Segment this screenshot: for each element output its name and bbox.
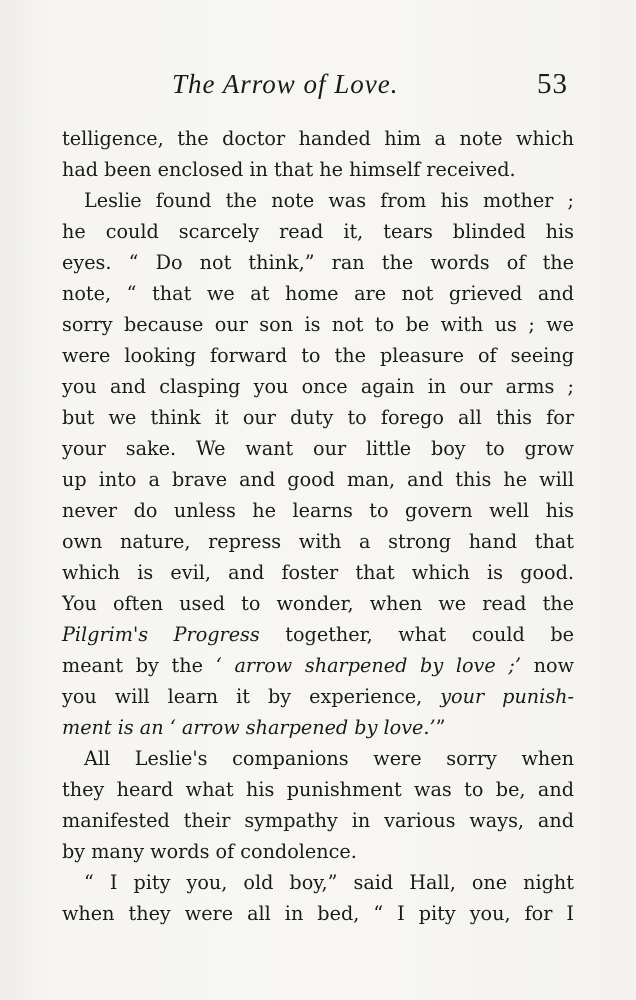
text-line: manifested their sympathy in various ways, and xyxy=(62,809,574,832)
text-line: own nature, repress with a strong hand that xyxy=(62,530,574,553)
text-line: Pilgrim's Progress together, what could be xyxy=(62,623,575,646)
text-line: never do unless he learns to govern well his xyxy=(62,499,574,522)
text-line: which is evil, and foster that which is good. xyxy=(62,561,574,584)
page-number: 53 xyxy=(537,68,568,100)
text-line: you will learn it by experience, your punish- xyxy=(62,685,574,708)
text-line: up into a brave and good man, and this he will xyxy=(62,468,574,491)
text-line: All Leslie's companions were sorry when xyxy=(84,747,574,770)
text-line: were looking forward to the pleasure of seeing xyxy=(62,344,574,367)
text-line: had been enclosed in that he himself received. xyxy=(62,158,516,181)
text-line: he could scarcely read it, tears blinded his xyxy=(62,220,574,243)
book-title-italic: Pilgrim's Progress xyxy=(62,623,260,646)
text-line: but we think it our duty to forego all this for xyxy=(62,406,574,429)
text-line: meant by the ‘ arrow sharpened by love ;’ now xyxy=(62,654,575,677)
running-title: The Arrow of Love. xyxy=(172,69,399,99)
body-text xyxy=(62,123,574,929)
emphasis-italic: your punish- xyxy=(440,685,574,708)
text-line: Leslie found the note was from his mother ; xyxy=(84,189,574,212)
text-line: they heard what his punishment was to be, and xyxy=(62,778,574,801)
quote-italic: ‘ arrow sharpened by love ;’ xyxy=(215,654,521,677)
text-line: ment is an ‘ arrow sharpened by love.’” xyxy=(62,716,446,739)
emphasis-italic: ment is an ‘ arrow sharpened by love.’ xyxy=(62,716,436,739)
text-line: You often used to wonder, when we read the xyxy=(62,592,574,615)
text-line: you and clasping you once again in our arms ; xyxy=(62,375,574,398)
text-line: telligence, the doctor handed him a note which xyxy=(62,127,574,150)
text-line: by many words of condolence. xyxy=(62,840,357,863)
text-line: your sake. We want our little boy to grow xyxy=(62,437,574,460)
text-line: eyes. “ Do not think,” ran the words of the xyxy=(62,251,574,274)
text-line: when they were all in bed, “ I pity you, for I xyxy=(62,902,574,925)
text-line: sorry because our son is not to be with us ; we xyxy=(62,313,574,336)
text-line: note, “ that we at home are not grieved and xyxy=(62,282,574,305)
text-line: “ I pity you, old boy,” said Hall, one night xyxy=(84,871,574,894)
running-head xyxy=(62,66,574,102)
